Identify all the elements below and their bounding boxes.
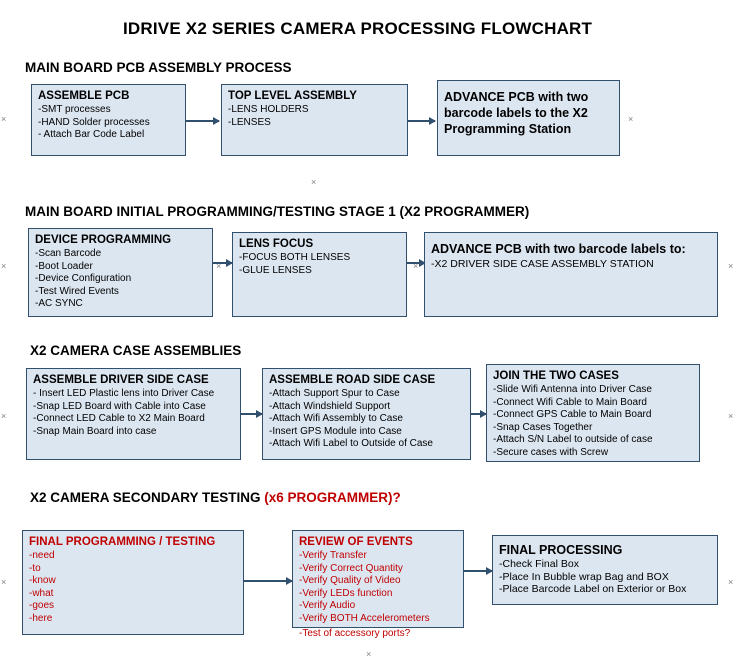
box-line: -what (29, 587, 54, 599)
box-line: -AC SYNC (35, 298, 83, 309)
box-line: -GLUE LENSES (239, 264, 312, 276)
guide-tick: × (1, 411, 7, 421)
guide-tick: × (311, 177, 317, 187)
guide-tick: × (728, 411, 734, 421)
box-line: -Insert GPS Module into Case (269, 425, 402, 437)
box-title: JOIN THE TWO CASES (493, 370, 619, 382)
box-final-processing[interactable] (492, 535, 718, 605)
guide-tick: × (366, 649, 372, 659)
box-line: -Attach Wifi Label to Outside of Case (269, 438, 433, 449)
guide-tick: × (1, 114, 7, 124)
box-line: -Verify Audio (299, 600, 356, 611)
box-title: ASSEMBLE PCB (38, 90, 130, 102)
box-advance-pcb-programming-station[interactable] (437, 80, 620, 156)
box-line: -Scan Barcode (35, 248, 102, 259)
box-title: TOP LEVEL ASSEMBLY (228, 90, 357, 102)
guide-tick: × (1, 261, 7, 271)
box-top-level-assembly[interactable] (221, 84, 408, 156)
box-line: -Place In Bubble wrap Bag and BOX (499, 570, 669, 583)
box-line: -Check Final Box (499, 558, 579, 570)
box-line: -to (29, 562, 41, 574)
box-line: -here (29, 612, 53, 624)
guide-tick: × (628, 114, 634, 124)
box-line: - Attach Bar Code Label (38, 129, 145, 140)
box-line: -know (29, 575, 56, 586)
box-line: -Connect Wifi Cable to Main Board (493, 396, 647, 408)
box-line: -Snap Cases Together (493, 421, 593, 433)
section-heading-1: MAIN BOARD PCB ASSEMBLY PROCESS (25, 60, 292, 75)
arrow-review-to-finalprocessing (464, 570, 492, 572)
box-title: DEVICE PROGRAMMING (35, 234, 172, 246)
box-line: -Secure cases with Screw (493, 446, 609, 458)
box-line: -goes (29, 600, 55, 611)
box-line: -Verify Correct Quantity (299, 562, 403, 574)
guide-tick: × (728, 261, 734, 271)
box-device-programming[interactable] (28, 228, 213, 317)
box-line: -LENS HOLDERS (228, 104, 309, 115)
box-line: -Place Barcode Label on Exterior or Box (499, 583, 687, 595)
box-title: FINAL PROCESSING (499, 543, 623, 557)
box-line: -HAND Solder processes (38, 116, 150, 128)
box-line: -Verify LEDs function (299, 587, 393, 599)
box-line: -X2 DRIVER SIDE CASE ASSEMBLY STATION (431, 258, 654, 270)
guide-tick: × (413, 261, 419, 271)
box-title: REVIEW OF EVENTS (299, 536, 413, 548)
arrow-driverside-to-roadside (241, 413, 262, 415)
box-line: -need (29, 550, 55, 561)
guide-tick: × (1, 577, 7, 587)
box-line: -Verify BOTH Accelerometers (299, 612, 430, 624)
box-assemble-driver-side-case[interactable] (26, 368, 241, 460)
box-join-the-two-cases[interactable] (486, 364, 700, 462)
box-line: -FOCUS BOTH LENSES (239, 252, 351, 263)
arrow-finalprog-to-review (244, 580, 292, 582)
box-title: ASSEMBLE DRIVER SIDE CASE (33, 374, 209, 386)
box-assemble-road-side-case[interactable] (262, 368, 471, 460)
arrow-assemble-to-toplevel (186, 120, 219, 122)
section-heading-4-text: X2 CAMERA SECONDARY TESTING (30, 490, 265, 505)
box-line: -Verify Quality of Video (299, 575, 401, 586)
arrow-toplevel-to-advance (408, 120, 435, 122)
box-title: ADVANCE PCB with two barcode labels to: (431, 242, 686, 256)
box-line: -Test Wired Events (35, 285, 119, 297)
section-heading-3: X2 CAMERA CASE ASSEMBLIES (30, 343, 242, 358)
box-line: -Snap LED Board with Cable into Case (33, 400, 206, 412)
box-line: -Connect GPS Cable to Main Board (493, 409, 652, 420)
box-line: - Insert LED Plastic lens into Driver Case (33, 388, 215, 399)
box-title: ADVANCE PCB with two barcode labels to the X2 Programming Station (444, 90, 589, 136)
box-final-programming-testing[interactable] (22, 530, 244, 635)
box-line: -Boot Loader (35, 260, 93, 272)
box-line: -Attach S/N Label to outside of case (493, 434, 653, 445)
box-line: -Slide Wifi Antenna into Driver Case (493, 384, 652, 395)
box-line: -Device Configuration (35, 273, 132, 284)
box-line: -SMT processes (38, 104, 111, 115)
page-title: IDRIVE X2 SERIES CAMERA PROCESSING FLOWCHART (123, 19, 593, 38)
guide-tick: × (216, 261, 222, 271)
box-assemble-pcb[interactable] (31, 84, 186, 156)
guide-tick: × (728, 577, 734, 587)
box-line: -Verify Transfer (299, 550, 367, 561)
box-line: -Test of accessory ports? (299, 628, 411, 639)
box-title: FINAL PROGRAMMING / TESTING (29, 536, 216, 548)
box-lens-focus[interactable] (232, 232, 407, 317)
box-line: -Snap Main Board into case (33, 425, 157, 437)
box-line: -Attach Windshield Support (269, 400, 391, 412)
box-advance-pcb-driver-side[interactable] (424, 232, 718, 317)
arrow-roadside-to-join (471, 413, 486, 415)
box-title: ASSEMBLE ROAD SIDE CASE (269, 374, 436, 386)
section-heading-4-accent: (x6 PROGRAMMER)? (264, 490, 401, 505)
box-title: LENS FOCUS (239, 238, 314, 250)
section-heading-4 (30, 490, 401, 505)
box-line: -Attach Support Spur to Case (269, 388, 400, 399)
box-line: -Connect LED Cable to X2 Main Board (33, 413, 205, 424)
section-heading-2: MAIN BOARD INITIAL PROGRAMMING/TESTING STAGE 1 (X2 PROGRAMMER) (25, 204, 530, 219)
box-review-of-events[interactable] (292, 530, 464, 639)
box-line: -LENSES (228, 116, 271, 128)
box-line: -Attach Wifi Assembly to Case (269, 413, 403, 424)
